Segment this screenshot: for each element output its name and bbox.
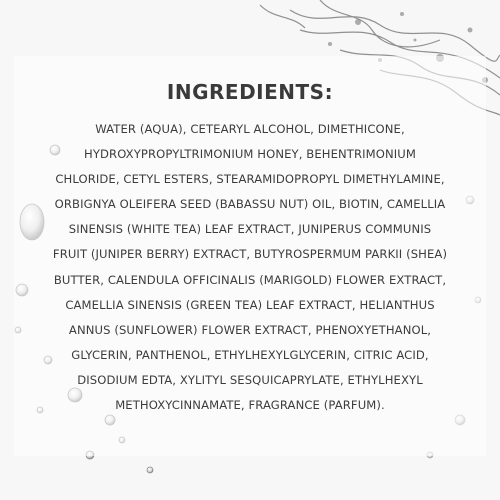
ingredients-line: METHOXYCINNAMATE, FRAGRANCE (PARFUM). xyxy=(115,398,385,413)
ingredients-line: DISODIUM EDTA, XYLITYL SESQUICAPRYLATE, ETHYLHEXYL xyxy=(77,372,423,387)
ingredients-line: ANNUS (SUNFLOWER) FLOWER EXTRACT, PHENOXYETHANOL, xyxy=(68,322,432,337)
ingredients-line: CAMELLIA SINENSIS (GREEN TEA) LEAF EXTRACT, HELIANTHUS xyxy=(65,297,435,312)
ingredients-line: CHLORIDE, CETYL ESTERS, STEARAMIDOPROPYL DIMETHYLAMINE, xyxy=(55,172,445,187)
ingredients-title: INGREDIENTS: xyxy=(166,80,334,104)
ingredients-line: FRUIT (JUNIPER BERRY) EXTRACT, BUTYROSPERMUM PARKII (SHEA) xyxy=(52,247,448,262)
ingredients-line: WATER (AQUA), CETEARYL ALCOHOL, DIMETHICONE, xyxy=(95,122,405,136)
ingredients-list xyxy=(30,117,470,418)
ingredients-line: HYDROXYPROPYLTRIMONIUM HONEY, BEHENTRIMONIUM xyxy=(84,147,416,162)
ingredients-line: SINENSIS (WHITE TEA) LEAF EXTRACT, JUNIPERUS COMMUNIS xyxy=(68,222,432,237)
ingredients-line: ORBIGNYA OLEIFERA SEED (BABASSU NUT) OIL, BIOTIN, CAMELLIA xyxy=(54,197,446,212)
ingredients-line: BUTTER, CALENDULA OFFICINALIS (MARIGOLD) FLOWER EXTRACT, xyxy=(53,272,447,287)
ingredients-line: GLYCERIN, PANTHENOL, ETHYLHEXYLGLYCERIN, CITRIC ACID, xyxy=(71,347,429,362)
